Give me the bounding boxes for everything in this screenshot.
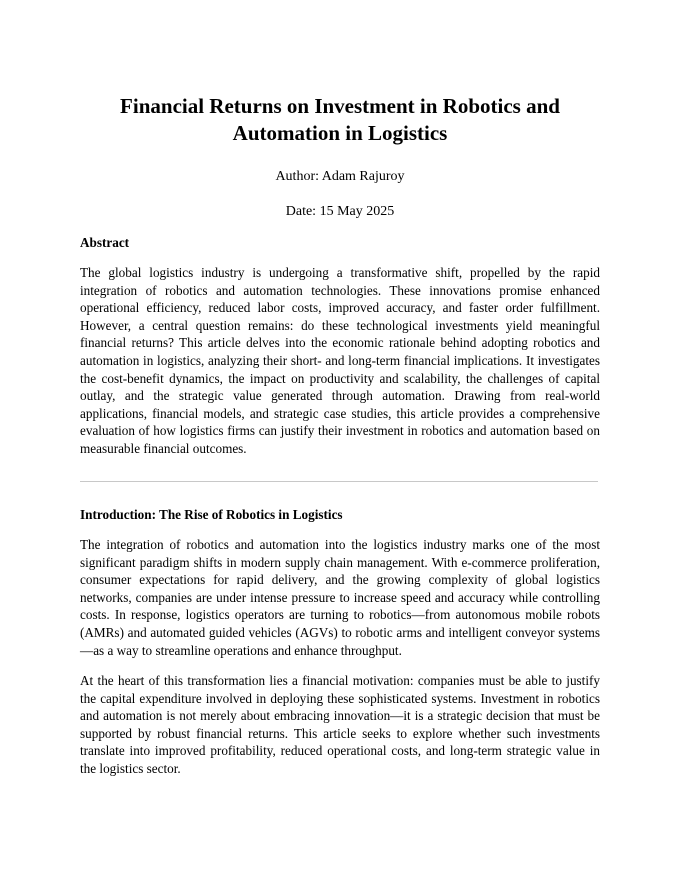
date-line: Date: 15 May 2025	[285, 204, 395, 219]
abstract-heading: Abstract	[80, 235, 130, 250]
abstract-paragraph: The global logistics industry is undergoing a transformative shift, propelled by the rapid integration of robotics and automation technologies. These innovations promise enhanced operational efficiency, reduced labor costs, improved accuracy, and faster order fulfillment. However, a central question remains: do these technological investments yield meaningful financial returns? This article delves into the economic rationale behind adopting robotics and automation in logistics, analyzing their short- and long-term financial implications. It investigates the cost-benefit dynamics, the impact on productivity and scalability, the challenges of capital outlay, and the strategic value generated through automation. Drawing from real-world applications, financial models, and strategic case studies, this article provides a comprehensive evaluation of how logistics firms can justify their investment in robotics and automation based on measurable financial outcomes.	[80, 265, 600, 456]
author-line: Author: Adam Rajuroy	[275, 169, 405, 184]
introduction-paragraph-2: At the heart of this transformation lies a financial motivation: companies must be able to justify the capital expenditure involved in deploying these sophisticated systems. Investment in robotics and automation is not merely about embracing innovation—it is a strategic decision that must be supported by robust financial returns. This article seeks to explore whether such investments translate into improved profitability, reduced operational costs, and long-term strategic value in the logistics sector.	[80, 673, 600, 776]
introduction-paragraph-1: The integration of robotics and automation into the logistics industry marks one of the most significant paradigm shifts in modern supply chain management. With e-commerce proliferation, consumer expectations for rapid delivery, and the growing complexity of global logistics networks, companies are under intense pressure to increase speed and accuracy while controlling costs. In response, logistics operators are turning to robotics—from autonomous mobile robots (AMRs) and automated guided vehicles (AGVs) to robotic arms and intelligent conveyor systems—as a way to streamline operations and enhance throughput.	[80, 537, 600, 658]
introduction-heading: Introduction: The Rise of Robotics in Logistics	[80, 507, 343, 522]
section-divider	[80, 481, 598, 482]
document-title: Financial Returns on Investment in Robotics and Automation in Logistics	[120, 94, 560, 145]
